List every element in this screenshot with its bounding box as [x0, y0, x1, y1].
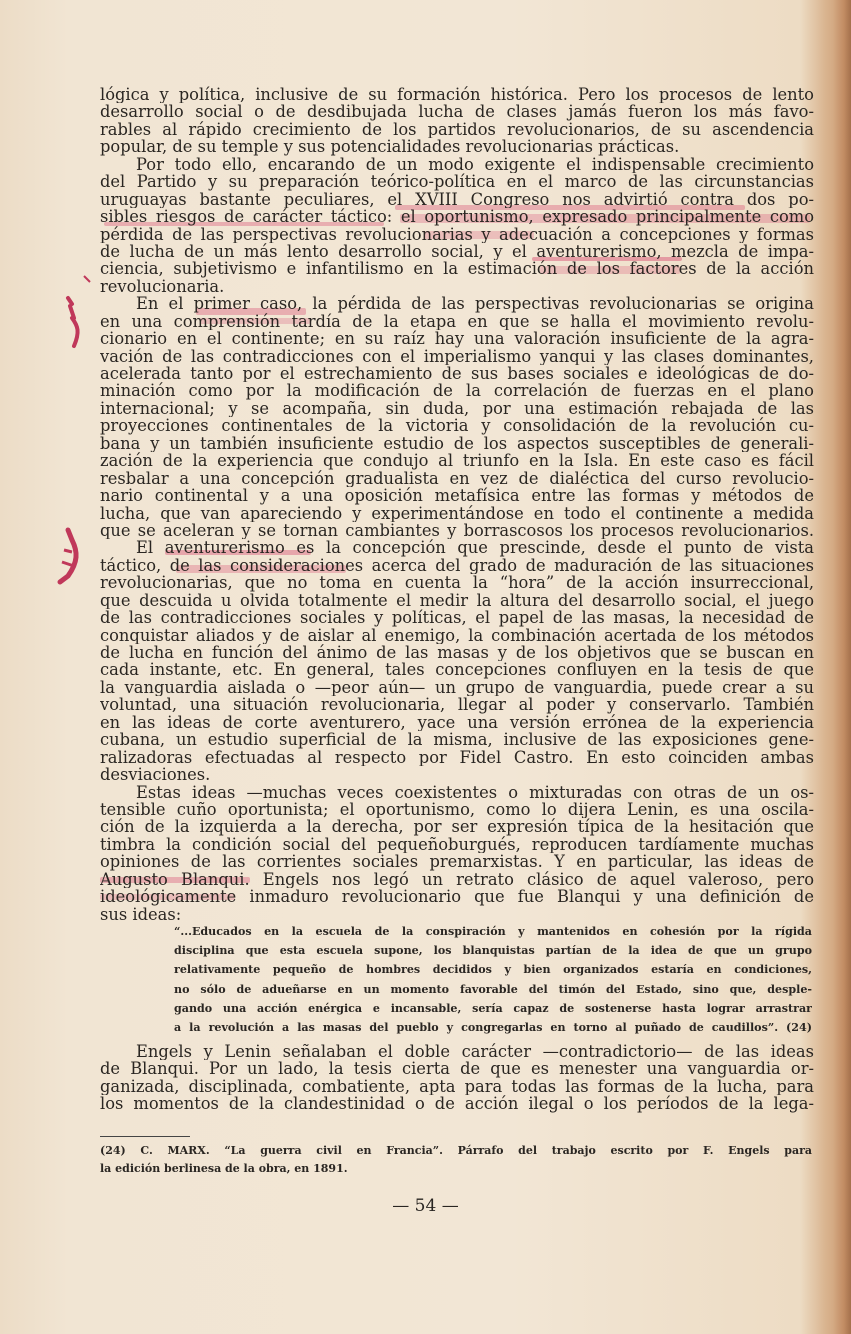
text-line: nario continental y a una oposición metafísica entre las formas y métodos de — [100, 487, 814, 505]
text-line: de Blanqui. Por un lado, la tesis cierta de que es menester una vanguardia or- — [100, 1060, 814, 1078]
text-line: popular, de su temple y sus potencialidades revolucionarias prácticas. — [100, 138, 680, 156]
text-line: lucha, que van apareciendo y experimentándose en todo el continente a medida — [100, 504, 814, 522]
text-line: que descuida u olvida totalmente el medir la altura del desarrollo social, el juego — [100, 591, 814, 610]
text-line: Estas ideas —muchas veces coexistentes o mixturadas con otras de un os- — [136, 783, 814, 801]
text-line: revolucionaria. — [100, 277, 225, 296]
text-line: táctico, de las consideraciones acerca del grado de maduración de las situaciones — [100, 556, 814, 575]
text-line: que se aceleran y se tornan cambiantes y borrascosos los procesos revolucionarios. — [100, 521, 814, 540]
text-line: Por todo ello, encarando de un modo exigente el indispensable crecimiento — [136, 155, 814, 174]
text-line: de las contradicciones sociales y políticas, el papel de las masas, la necesidad de — [100, 609, 814, 627]
quote-line: relativamente pequeño de hombres decididos y bien organizados estaría en condiciones, — [174, 963, 812, 977]
footnote — [100, 1142, 812, 1178]
text-line: zación de la experiencia que condujo al triunfo en la Isla. En este caso es fácil — [100, 452, 814, 470]
text-line: ciencia, subjetivismo e infantilismo en la estimación de los factores de la acción — [100, 260, 814, 278]
text-line: Augusto Blanqui. Engels nos legó un retrato clásico de aquel valeroso, pero — [100, 870, 814, 889]
quote-line: no sólo de adueñarse en un momento favorable del timón del Estado, sino que, desple- — [174, 982, 812, 996]
text-line: la vanguardia aislada o —peor aún— un grupo de vanguardia, puede crear a su — [100, 678, 814, 697]
text-line: desviaciones. — [100, 766, 211, 784]
footnote-line: la edición berlinesa de la obra, en 1891. — [100, 1162, 348, 1175]
continuation-paragraph — [100, 1043, 814, 1113]
footnote-line: (24) C. MARX. “La guerra civil en Francia”. Párrafo del trabajo escrito por F. Engels para — [100, 1144, 812, 1157]
margin-bracket-mark-2 — [54, 522, 94, 588]
text-line: sibles riesgos de carácter táctico: el oportunismo, expresado principalmente como — [100, 208, 814, 226]
text-line: sus ideas: — [100, 905, 182, 923]
text-line: en una comprensión tardía de la etapa en que se halla el movimiento revolu- — [100, 312, 814, 331]
quote-line: gando una acción enérgica e incansable, sería capaz de sostenerse hasta lograr arrastrar — [174, 1001, 812, 1015]
quote-line: a la revolución a las masas del pueblo y congregarlas en torno al puñado de caudillos”. (24) — [174, 1020, 812, 1034]
text-line: opiniones de las corrientes sociales premarxistas. Y en particular, las ideas de — [100, 853, 814, 871]
page-edge-shadow — [833, 0, 851, 1334]
text-line: resbalar a una concepción gradualista en vez de dialéctica del curso revolucio- — [100, 469, 814, 488]
text-line: ción de la izquierda a la derecha, por ser expresión típica de la hesitación que — [100, 818, 814, 836]
text-line: ideológicamente inmaduro revolucionario que fue Blanqui y una definición de — [100, 888, 814, 906]
block-quote — [174, 922, 812, 1037]
text-line: uruguayas bastante peculiares, el XVIII Congreso nos advirtió contra dos po- — [100, 190, 814, 209]
text-line: ganizada, disciplinada, combatiente, apta para todas las formas de la lucha, para — [100, 1077, 814, 1096]
text-line: cubana, un estudio superficial de la misma, inclusive de las exposiciones gene- — [100, 731, 814, 749]
text-line: rables al rápido crecimiento de los partidos revolucionarios, de su ascendencia — [100, 120, 814, 139]
text-line: cionario en el continente; en su raíz hay una valoración insuficiente de la agra- — [100, 330, 814, 348]
footnote-divider — [100, 1136, 190, 1137]
text-line: pérdida de las perspectivas revolucionarias y adecuación a concepciones y formas — [100, 225, 814, 243]
text-line: En el primer caso, la pérdida de las perspectivas revolucionarias se origina — [136, 295, 814, 313]
page-number: — 54 — — [392, 1196, 459, 1216]
text-line: tensible cuño oportunista; el oportunismo, como lo dijera Lenin, es una oscila- — [100, 800, 814, 819]
text-line: del Partido y su preparación teórico-política en el marco de las circunstancias — [100, 173, 814, 191]
text-line: voluntad, una situación revolucionaria, llegar al poder y conservarlo. También — [100, 696, 814, 714]
text-line: minación como por la modificación de la correlación de fuerzas en el plano — [100, 382, 814, 400]
text-line: de lucha de un más lento desarrollo social, y el aventurerismo, mezcla de impa- — [100, 242, 814, 261]
text-line: bana y un también insuficiente estudio de los aspectos susceptibles de generali- — [100, 434, 814, 453]
text-line: desarrollo social o de desdibujada lucha de clases jamás fueron los más favo- — [100, 103, 814, 121]
margin-bracket-mark-1 — [60, 270, 100, 350]
text-line: timbra la condición social del pequeñoburgués, reproducen tardíamente muchas — [100, 835, 814, 854]
quote-line: disciplina que esta escuela supone, los blanquistas partían de la idea de que un grupo — [174, 944, 812, 958]
text-line: ralizadoras efectuadas al respecto por Fidel Castro. En esto coinciden ambas — [100, 748, 814, 767]
text-line: El aventurerismo es la concepción que prescinde, desde el punto de vista — [136, 539, 814, 557]
text-line: revolucionarias, que no toma en cuenta la “hora” de la acción insurreccional, — [100, 574, 814, 592]
text-line: de lucha en función del ánimo de las masas y de los objetivos que se buscan en — [100, 644, 814, 662]
text-line: los momentos de la clandestinidad o de acción ilegal o los períodos de la lega- — [100, 1095, 814, 1113]
text-line: en las ideas de corte aventurero, yace una versión errónea de la experiencia — [100, 713, 814, 732]
quote-line: “...Educados en la escuela de la conspiración y mantenidos en cohesión por la rígida — [174, 925, 812, 938]
main-body-text — [100, 86, 814, 923]
text-line: vación de las contradicciones con el imperialismo yanqui y las clases dominantes, — [100, 347, 814, 365]
text-line: cada instante, etc. En general, tales concepciones confluyen en la tesis de que — [100, 661, 814, 679]
text-line: acelerada tanto por el estrechamiento de sus bases sociales e ideológicas de do- — [100, 365, 814, 383]
text-line: conquistar aliados y de aislar al enemigo, la combinación acertada de los métodos — [100, 626, 814, 644]
text-line: internacional; y se acompaña, sin duda, por una estimación rebajada de las — [100, 399, 814, 418]
text-line: lógica y política, inclusive de su formación histórica. Pero los procesos de lento — [100, 86, 814, 104]
text-line: Engels y Lenin señalaban el doble carácter —contradictorio— de las ideas — [136, 1043, 814, 1061]
text-line: proyecciones continentales de la victoria y consolidación de la revolución cu- — [100, 417, 814, 435]
